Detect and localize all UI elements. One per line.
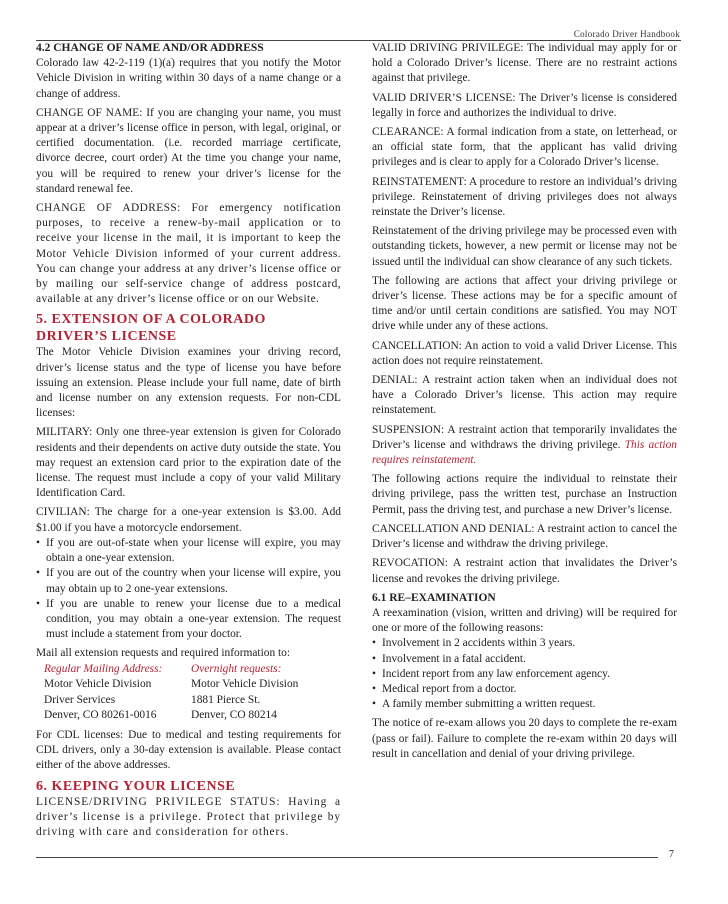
- section-5-heading-line1: 5. EXTENSION OF A COLORADO: [36, 312, 266, 328]
- list-item: • Involvement in a fatal accident.: [372, 652, 677, 667]
- left-column: [36, 41, 341, 844]
- section-5-heading: [36, 311, 341, 345]
- reinstatement-note: Reinstatement of the driving privilege may be processed even with outstanding tickets, however, a new permit or license may not be issued until the individual can show clearance of any such tickets.: [372, 225, 677, 268]
- military-paragraph: MILITARY: Only one three-year extension is given for Colorado residents and their dependents on active duty outside the state. You may request an extension card prior to the expiration date of the license. The request must include a copy of your valid Military Identification Card.: [36, 426, 341, 500]
- valid-driving-privilege: VALID DRIVING PRIVILEGE: The individual may apply for or hold a Colorado Driver’s license. There are no restraint actions against that privilege.: [372, 42, 677, 85]
- section-4-2-intro: Colorado law 42-2-119 (1)(a) requires that you notify the Motor Vehicle Division in writing within 30 days of a name change or a change of address.: [36, 57, 341, 100]
- actions-intro: The following are actions that affect your driving privilege or driver’s license. These actions may be for a specific amount of time and/or until certain conditions are satisfied. You may NOT drive while under any of these actions.: [372, 274, 677, 333]
- list-item: • If you are unable to renew your license due to a medical condition, you may obtain a one-year extension. The request must include a statement from your doctor.: [36, 597, 341, 643]
- suspension-note: This action requires reinstatement.: [372, 438, 677, 467]
- right-column: [372, 41, 677, 766]
- section-5-heading-line2: DRIVER’S LICENSE: [36, 329, 177, 345]
- overnight-address: [191, 662, 338, 724]
- section-6-1-heading: 6.1 RE–EXAMINATION: [372, 591, 496, 604]
- suspension-text: SUSPENSION: A restraint action that temporarily invalidates the Driver’s license and withdraws the driving privilege.: [372, 423, 677, 451]
- section-4-2-heading: 4.2 CHANGE OF NAME AND/OR ADDRESS: [36, 42, 264, 54]
- reexam-note: The notice of re-exam allows you 20 days to complete the re-exam (pass or fail). Failure to complete the re-exam within 20 days will result in cancellation and denial of your driving privilege.: [372, 717, 677, 760]
- list-item: • Medical report from a doctor.: [372, 682, 677, 697]
- mail-intro: Mail all extension requests and required information to:: [36, 647, 291, 660]
- civilian-paragraph: CIVILIAN: The charge for a one-year extension is $3.00. Add $1.00 if you have a motorcycle endorsement.: [36, 506, 341, 534]
- list-item: • If you are out-of-state when your license will expire, you may obtain a one-year extension.: [36, 536, 341, 566]
- reexam-reasons-list: [372, 636, 677, 712]
- overnight-address-line3: Denver, CO 80214: [191, 709, 277, 722]
- revocation-paragraph: REVOCATION: A restraint action that invalidates the Driver’s license and revokes the driving privilege.: [372, 557, 677, 585]
- overnight-address-line1: Motor Vehicle Division: [191, 678, 299, 691]
- overnight-address-line2: 1881 Pierce St.: [191, 693, 261, 706]
- overnight-address-label: Overnight requests:: [191, 662, 282, 675]
- regular-address-line3: Denver, CO 80261-0016: [44, 709, 157, 722]
- change-of-address-paragraph: CHANGE OF ADDRESS: For emergency notification purposes, to receive a renew-by-mail application or to receive your license in the mail, it is important to keep the Motor Vehicle Division informed of your current address. You can change your address at any driver’s license office or by mailing our self-service change of address postcard, available at any driver’s license office or on our Website.: [36, 202, 341, 306]
- cancellation-paragraph: CANCELLATION: An action to void a valid Driver License. This action does not require reinstatement.: [372, 339, 677, 367]
- section-6-heading: 6. KEEPING YOUR LICENSE: [36, 778, 236, 794]
- section-6-1-intro: A reexamination (vision, written and driving) will be required for one or more of the following reasons:: [372, 606, 677, 635]
- list-item: • A family member submitting a written request.: [372, 697, 677, 712]
- clearance-paragraph: CLEARANCE: A formal indication from a state, on letterhead, or an official state form, that the applicant has valid driving privileges and is clear to apply for a Colorado Driver’s license.: [372, 126, 677, 169]
- list-item: • If you are out of the country when your license will expire, you may obtain up to 2 one-year extensions.: [36, 566, 341, 596]
- cdl-note: For CDL licenses: Due to medical and testing requirements for CDL drivers, only a 30-day extension is available. Please contact either of the above addresses.: [36, 728, 341, 772]
- valid-drivers-license: VALID DRIVER’S LICENSE: The Driver’s license is considered legally in force and authorizes the individual to drive.: [372, 91, 677, 119]
- regular-address: [44, 662, 191, 724]
- section-5-intro: The Motor Vehicle Division examines your driving record, driver’s license status and the type of license you have before issuing an extension. Please include your full name, date of birth and license number on any extension requests. For non-CDL licenses:: [36, 346, 341, 420]
- footer-rule: [36, 857, 658, 858]
- list-item: • Incident report from any law enforcement agency.: [372, 667, 677, 682]
- regular-address-line1: Motor Vehicle Division: [44, 678, 152, 691]
- reinstatement-paragraph: REINSTATEMENT: A procedure to restore an individual’s driving privilege. Reinstatement of driving privileges does not always reinstate the Driver’s license.: [372, 175, 677, 219]
- reinstate-steps: The following actions require the individual to reinstate their driving privilege, pass the written test, purchase an Instruction Permit, pass the driving test, and purchase a new Driver’s license.: [372, 473, 677, 516]
- change-of-name-paragraph: CHANGE OF NAME: If you are changing your name, you must appear at a driver’s license office in person, with legal, original, or certified documentation. (i.e. recorded marriage certificate, divorce decree, court order) At the time you change your name, you will be required to renew your driver’s license for the standard renewal fee.: [36, 106, 341, 195]
- regular-address-line2: Driver Services: [44, 693, 116, 706]
- running-header: Colorado Driver Handbook: [573, 29, 680, 39]
- extension-bullet-list: [36, 536, 341, 642]
- suspension-paragraph: [372, 423, 677, 469]
- cancellation-and-denial: CANCELLATION AND DENIAL: A restraint action to cancel the Driver’s license and withdraw the driving privilege.: [372, 522, 677, 551]
- list-item: • Involvement in 2 accidents within 3 years.: [372, 636, 677, 651]
- regular-address-label: Regular Mailing Address:: [44, 662, 163, 675]
- denial-paragraph: DENIAL: A restraint action taken when an individual does not have a Colorado Driver’s license. This action may require reinstatement.: [372, 374, 677, 417]
- page-number: 7: [669, 849, 674, 860]
- address-block: [44, 662, 341, 724]
- section-6-text: LICENSE/DRIVING PRIVILEGE STATUS: Having a driver’s license is a privilege. Protect that privilege by driving with care and consideration for others.: [36, 795, 341, 838]
